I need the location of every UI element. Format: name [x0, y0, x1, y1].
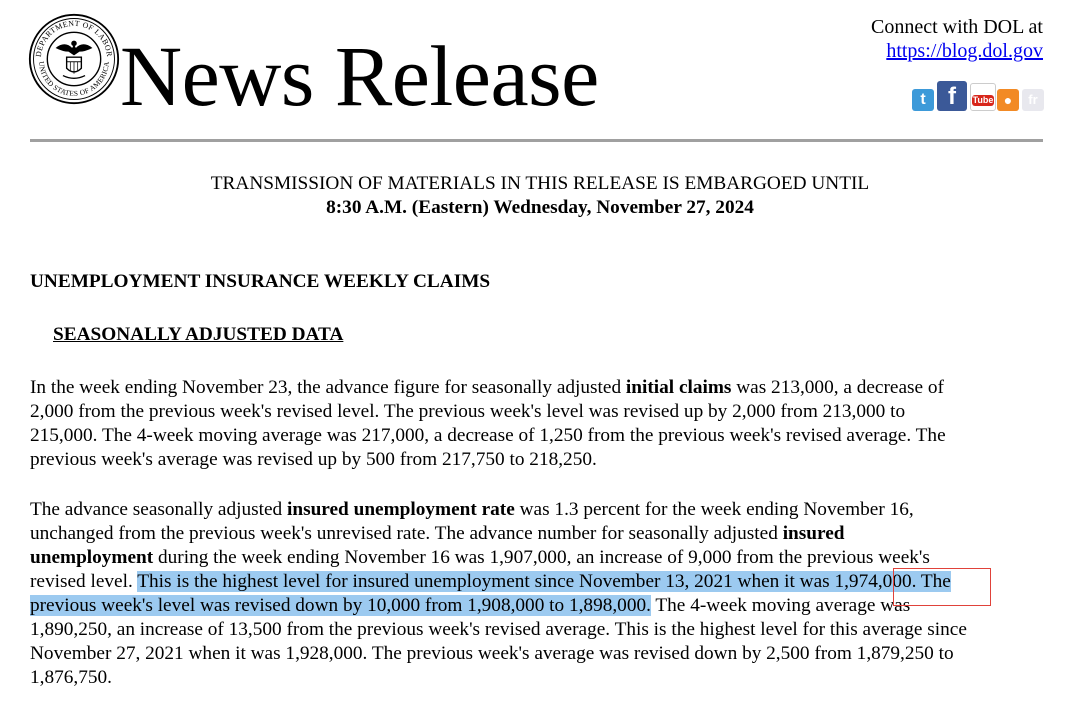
p1-line-2: 2,000 from the previous week's revised level. The previous week's level was revised up by 2,000 from 213,000 to [30, 401, 906, 422]
p2-line-1: The advance seasonally adjusted insured unemployment rate was 1.3 percent for the week ending November 16, [30, 499, 914, 520]
p2-line-2: unchanged from the previous week's unrevised rate. The advance number for seasonally adjusted insured [30, 523, 845, 544]
page-title: News Release [120, 28, 599, 124]
highlighted-text-1: This is the highest level for insured unemployment since November 13, 2021 when it was 1,974,000. The [137, 571, 951, 592]
blog-icon[interactable]: ● [997, 89, 1019, 111]
insured-term: insured [782, 523, 845, 544]
annotation-box [893, 568, 991, 606]
seal-text-bottom: UNITED STATES OF AMERICA [36, 60, 112, 98]
dol-seal-icon [28, 13, 120, 105]
p1-line-3: 215,000. The 4-week moving average was 217,000, a decrease of 1,250 from the previous week's revised average. The [30, 425, 946, 446]
initial-claims-term: initial claims [625, 377, 732, 398]
p1-line-1: In the week ending November 23, the advance figure for seasonally adjusted initial claims was 213,000, a decrease of [30, 377, 944, 398]
connect-label: Connect with DOL at [870, 16, 1043, 38]
p2-line-8: 1,876,750. [30, 667, 112, 688]
youtube-icon[interactable]: You Tube [970, 83, 996, 111]
embargo-notice [0, 172, 1080, 220]
seal-text-top: DEPARTMENT OF LABOR [33, 18, 115, 58]
p2-line-6: 1,890,250, an increase of 13,500 from the previous week's revised average. This is the highest level for this average since [30, 619, 967, 640]
p1-line-4: previous week's average was revised up by 500 from 217,750 to 218,250. [30, 449, 597, 470]
section-heading: UNEMPLOYMENT INSURANCE WEEKLY CLAIMS [30, 271, 491, 292]
header-divider [30, 139, 1043, 142]
facebook-icon[interactable]: f [937, 81, 967, 111]
insured-rate-term: insured unemployment rate [286, 499, 515, 520]
unemployment-term: unemployment [30, 547, 154, 568]
social-icons [912, 79, 1044, 111]
paragraph-initial-claims [30, 376, 1048, 472]
p2-line-4: revised level. This is the highest level for insured unemployment since November 13, 2021 when it was 1,974,000. The [30, 571, 951, 592]
blog-link[interactable]: https://blog.dol.gov [886, 40, 1043, 62]
embargo-line-2: 8:30 A.M. (Eastern) Wednesday, November 27, 2024 [326, 197, 754, 218]
friendfeed-icon[interactable]: fr [1022, 89, 1044, 111]
embargo-line-1: TRANSMISSION OF MATERIALS IN THIS RELEASE IS EMBARGOED UNTIL [210, 173, 870, 194]
p2-line-5: previous week's level was revised down by 10,000 from 1,908,000 to 1,898,000. The 4-week moving average was [30, 595, 911, 616]
connect-block [871, 15, 1043, 63]
p2-line-3: unemployment during the week ending November 16 was 1,907,000, an increase of 9,000 from the previous week's [30, 547, 930, 568]
twitter-icon[interactable]: t [912, 89, 934, 111]
p2-line-7: November 27, 2021 when it was 1,928,000. The previous week's average was revised down by 2,500 from 1,879,250 to [30, 643, 954, 664]
section-subheading: SEASONALLY ADJUSTED DATA [53, 324, 344, 345]
highlighted-text-2: previous week's level was revised down by 10,000 from 1,908,000 to 1,898,000. [30, 595, 651, 616]
